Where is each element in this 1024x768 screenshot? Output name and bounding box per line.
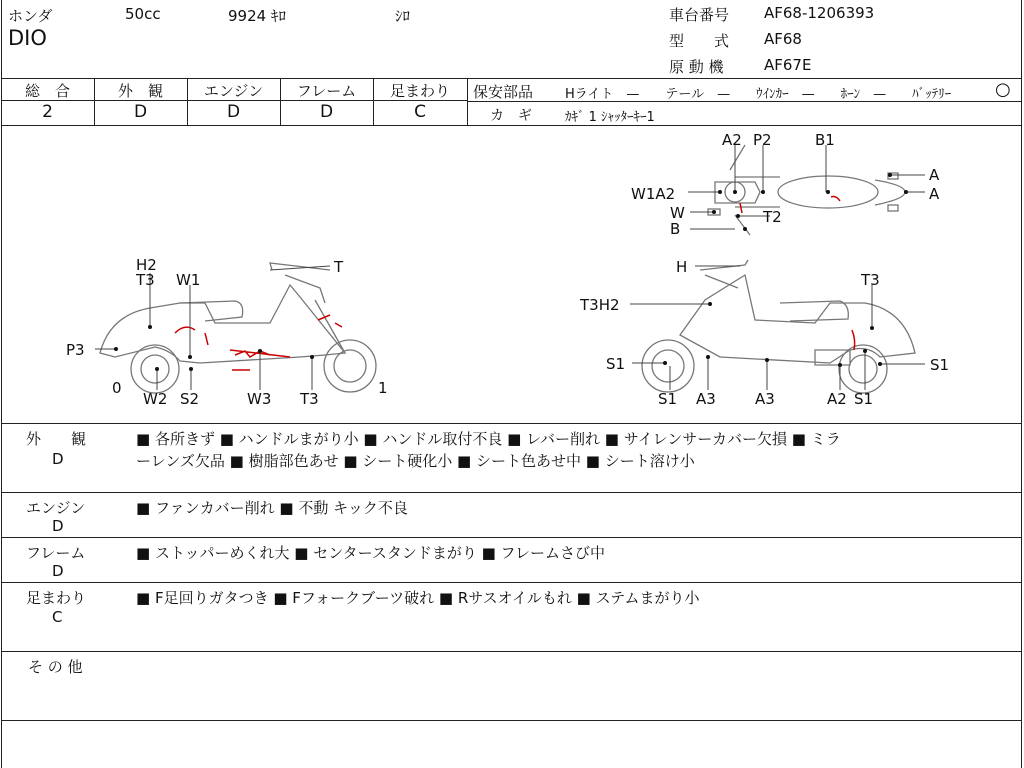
right-label-a3-front: A3 — [696, 390, 716, 408]
top-label-w: W — [670, 204, 685, 222]
type-label: 型 式 — [669, 32, 730, 50]
top-label-a-lower: A — [929, 185, 940, 203]
remark-text-exterior-2: ーレンズ欠品 ■ 樹脂部色あせ ■ シート硬化小 ■ シート色あせ中 ■ シート溶け小 — [136, 452, 695, 470]
mileage: 9924 ｷﾛ — [228, 7, 286, 25]
right-label-s1-left: S1 — [606, 355, 626, 373]
maker: ホンダ — [8, 7, 53, 25]
engine-label: 原 動 機 — [669, 58, 724, 76]
top-label-a-upper: A — [929, 166, 940, 184]
score-header-overall: 総 合 — [24, 82, 70, 100]
left-label-w2: W2 — [143, 390, 168, 408]
remark-grade-frame: D — [52, 562, 64, 580]
label-dots — [114, 173, 908, 371]
right-label-s1-right: S1 — [930, 356, 950, 374]
key-label: カ ギ — [490, 108, 532, 124]
right-label-t3h2: T3H2 — [580, 296, 620, 314]
remark-text-suspension: ■ F足回りガタつき ■ Fフォークブーツ破れ ■ Rサスオイルもれ ■ ステムまがり小 — [136, 589, 700, 607]
score-header-suspension: 足まわり — [389, 82, 450, 100]
damage-marks — [175, 197, 855, 371]
right-label-a2: A2 — [827, 390, 847, 408]
header-divider — [1, 78, 1022, 79]
right-label-a3-mid: A3 — [755, 390, 775, 408]
top-label-b: B — [670, 220, 681, 238]
other-label: そ の 他 — [28, 658, 83, 676]
remark-grade-suspension: C — [52, 608, 63, 626]
remark-line-5 — [1, 720, 1022, 721]
top-label-p2: P2 — [753, 131, 772, 149]
score-header-engine: エンジン — [203, 82, 264, 100]
left-label-w3: W3 — [247, 390, 272, 408]
right-label-h: H — [676, 258, 688, 276]
top-label-t2: T2 — [763, 208, 782, 226]
score-header-frame: フレーム — [296, 82, 357, 100]
right-label-s1-rear: S1 — [854, 390, 874, 408]
score-suspension: C — [414, 102, 426, 122]
right-label-s1-front: S1 — [658, 390, 678, 408]
remark-text-frame: ■ ストッパーめくれ大 ■ センタースタンドまがり ■ フレームさび中 — [136, 544, 605, 562]
left-label-w1: W1 — [176, 271, 201, 289]
type-value: AF68 — [764, 30, 802, 48]
damage-diagram — [0, 125, 1024, 425]
top-label-w1a2: W1A2 — [631, 185, 676, 203]
key-value: ｶｷﾞ 1 ｼｬｯﾀｰｷｰ1 — [565, 110, 655, 125]
score-overall: 2 — [42, 102, 53, 122]
top-label-b1: B1 — [815, 131, 835, 149]
top-view-scooter — [708, 145, 905, 235]
top-label-a2: A2 — [722, 131, 742, 149]
remark-category-engine: エンジン — [26, 499, 86, 517]
left-label-p3: P3 — [66, 341, 85, 359]
left-label-h2: H2 — [136, 256, 157, 274]
color: ｼﾛ — [395, 7, 411, 25]
safety-items: Hライト — テール — ｳｲﾝｶｰ — ﾎｰﾝ — ﾊﾞｯﾃﾘｰ — [565, 87, 952, 102]
left-label-s2: S2 — [180, 390, 200, 408]
remark-category-frame: フレーム — [26, 544, 86, 562]
remark-line-3 — [1, 582, 1022, 583]
remark-text-exterior-1: ■ 各所きず ■ ハンドルまがり小 ■ ハンドル取付不良 ■ レバー削れ ■ サイレンサーカバー欠損 ■ ミラ — [136, 430, 841, 448]
score-engine: D — [226, 102, 241, 122]
left-label-1: 1 — [378, 379, 388, 397]
frame-no-label: 車台番号 — [669, 6, 730, 24]
model-name: DIO — [8, 26, 47, 50]
left-label-0: 0 — [112, 379, 122, 397]
remark-line-2 — [1, 537, 1022, 538]
left-label-t: T — [334, 258, 344, 276]
left-label-t3: T3 — [136, 271, 155, 289]
remark-line-4 — [1, 651, 1022, 652]
remark-category-exterior: 外 観 — [26, 430, 87, 448]
battery-mark: ○ — [995, 79, 1011, 100]
left-label-t3-bottom: T3 — [300, 390, 319, 408]
safety-label: 保安部品 — [473, 83, 534, 101]
score-exterior: D — [133, 102, 148, 122]
right-label-t3: T3 — [861, 271, 880, 289]
remark-line-1 — [1, 492, 1022, 493]
remark-grade-exterior: D — [52, 450, 64, 468]
leader-lines — [95, 145, 925, 390]
remark-text-engine: ■ ファンカバー削れ ■ 不動 キック不良 — [136, 499, 408, 517]
displacement: 50cc — [125, 5, 161, 23]
score-sep-5 — [467, 78, 468, 125]
engine-value: AF67E — [764, 56, 812, 74]
remark-grade-engine: D — [52, 517, 64, 535]
frame-no-value: AF68-1206393 — [764, 4, 875, 22]
remark-category-suspension: 足まわり — [26, 589, 87, 607]
score-frame: D — [319, 102, 334, 122]
score-header-exterior: 外 観 — [117, 82, 163, 100]
